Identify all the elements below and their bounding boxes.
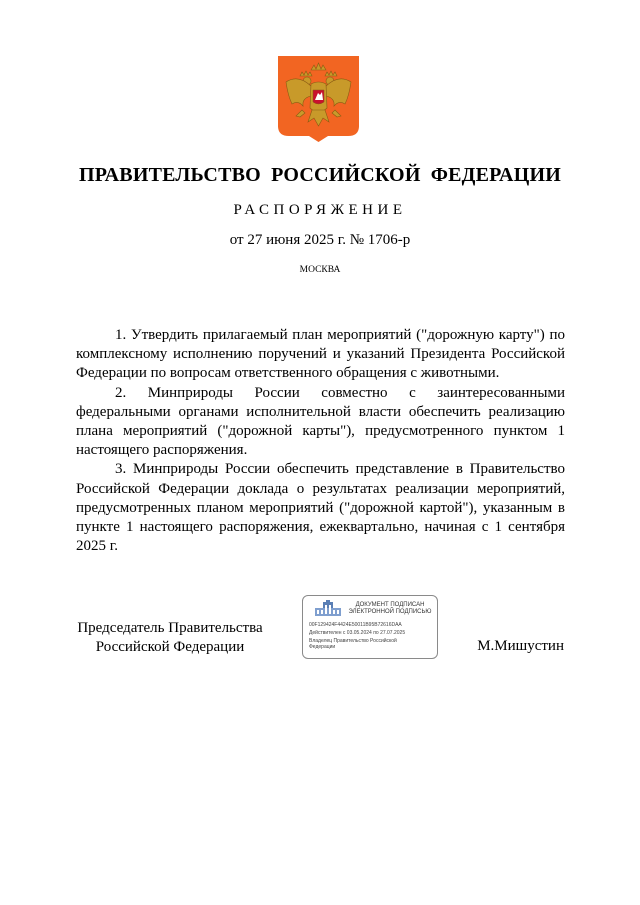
stamp-validity: Действителен с 03.05.2024 по 27.07.2025 bbox=[309, 630, 406, 636]
document-date-number: от 27 июня 2025 г. № 1706-р bbox=[229, 232, 411, 248]
document-body bbox=[76, 326, 565, 556]
government-title: ПРАВИТЕЛЬСТВО РОССИЙСКОЙ ФЕДЕРАЦИИ bbox=[79, 164, 561, 186]
paragraph-2: 2. Минприроды России совместно с заинтересованными федеральными органами исполнительной власти обеспечить реализацию плана мероприятий ("дорожной карты"), предусмотренного пунктом 1 настоящего распоряжения. bbox=[76, 384, 565, 459]
document-type: РАСПОРЯЖЕНИЕ bbox=[233, 202, 407, 218]
stamp-owner-line1: Владелец Правительство Российской bbox=[309, 638, 397, 644]
paragraph-1: 1. Утвердить прилагаемый план мероприятий ("дорожную карту") по комплексному исполнению поручений и указаний Президента Российской Федерации по вопросам ответственного обращения с животными. bbox=[76, 327, 565, 382]
stamp-title-line1: ДОКУМЕНТ ПОДПИСАН bbox=[355, 602, 425, 608]
stamp-certificate: 00F129424F4424E50011B95B72616DAA bbox=[309, 622, 402, 628]
signer-position-line2: Российской Федерации bbox=[95, 639, 245, 655]
government-building-icon bbox=[311, 600, 345, 618]
stamp-owner-line2: Федерации bbox=[309, 644, 336, 650]
signer-position-line1: Председатель Правительства bbox=[77, 620, 263, 636]
paragraph-3: 3. Минприроды России обеспечить представление в Правительство Российской Федерации доклада о результатах реализации мероприятий, предусмотренных планом мероприятий ("дорожной картой"), указанным в пункте 1 настоящего распоряжения, ежеквартально, начиная с 1 сентября 2025 г. bbox=[76, 461, 565, 555]
stamp-title-line2: ЭЛЕКТРОННОЙ ПОДПИСЬЮ bbox=[348, 609, 432, 615]
coat-of-arms-emblem bbox=[278, 56, 359, 142]
signer-name: М.Мишустин bbox=[477, 638, 564, 654]
electronic-signature-stamp bbox=[302, 595, 438, 659]
stamp-title bbox=[347, 602, 433, 616]
document-city: МОСКВА bbox=[299, 265, 341, 275]
signer-position bbox=[72, 619, 268, 657]
